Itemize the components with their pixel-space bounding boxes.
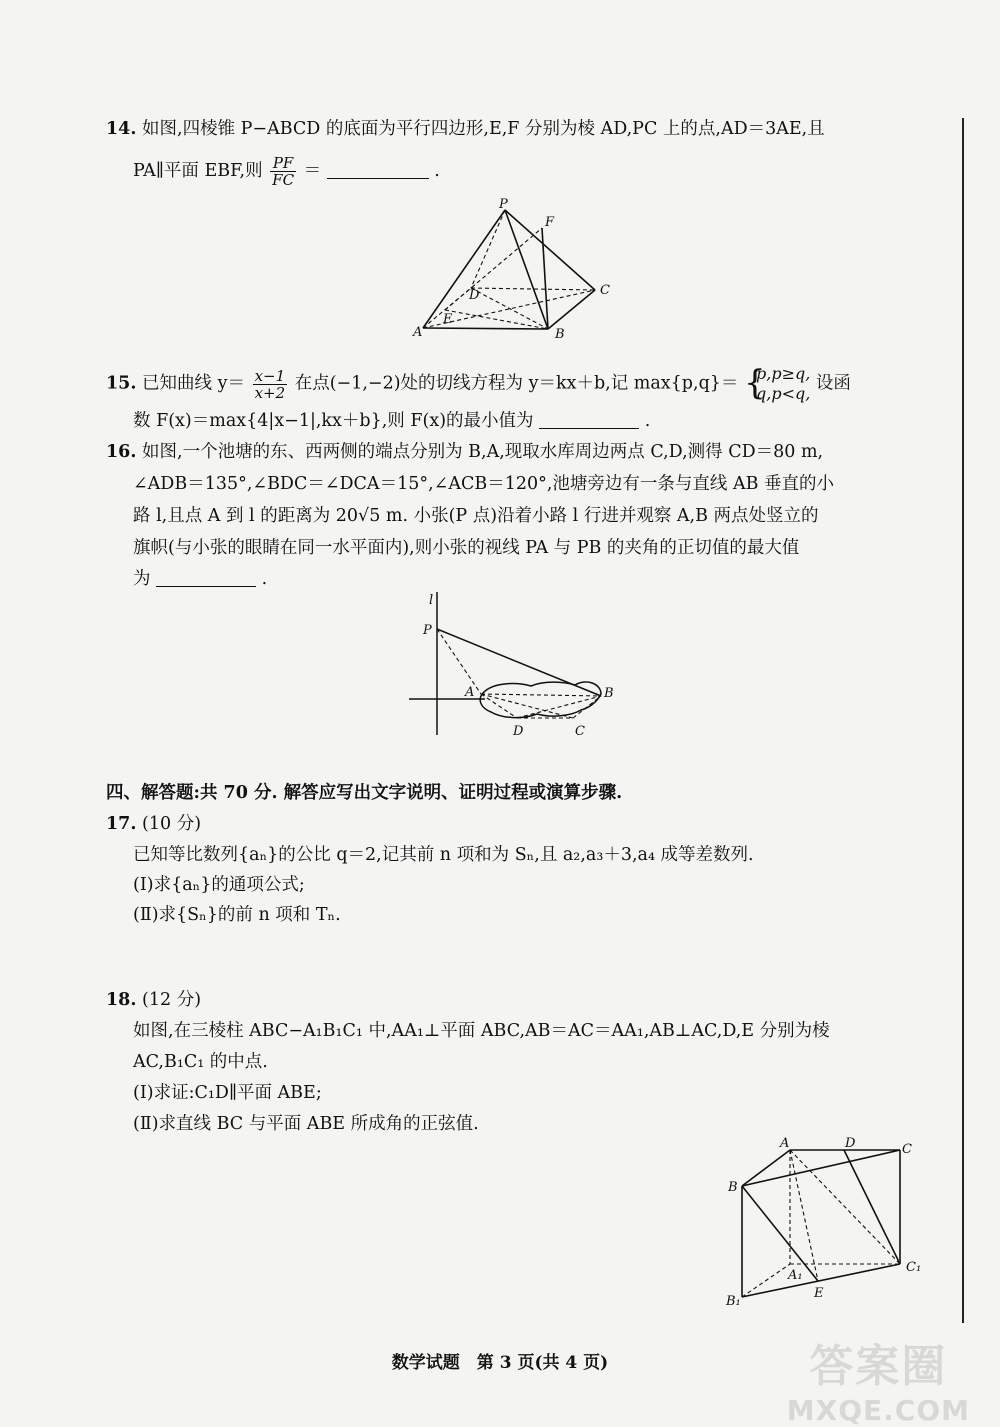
label-D: D — [845, 1136, 856, 1151]
label-C1: C₁ — [906, 1260, 922, 1275]
q16-line2 — [133, 472, 834, 496]
label-B: B — [728, 1180, 738, 1195]
q14-frac-numerator: PF — [270, 155, 296, 172]
q15-line1 — [106, 364, 851, 404]
label-D: D — [513, 724, 524, 739]
q16-line4 — [133, 536, 799, 560]
q17-part2: (Ⅱ)求{Sₙ}的前 n 项和 Tₙ. — [133, 905, 341, 925]
segment-AC1 — [790, 1150, 900, 1264]
label-D: D — [469, 288, 480, 303]
label-l: l — [429, 593, 434, 608]
segment-AD — [481, 694, 517, 718]
diagonal-DB — [471, 288, 548, 329]
q16-number: 16. — [106, 442, 137, 462]
q14-fraction — [270, 155, 296, 188]
q18-number: 18. — [106, 990, 137, 1010]
q18-part2: (Ⅱ)求直线 BC 与平面 ABE 所成角的正弦值. — [133, 1114, 479, 1134]
q17-part1: (Ⅰ)求{aₙ}的通项公式; — [133, 875, 305, 895]
q16-text-line3: 路 l,且点 A 到 l 的距离为 20√5 m. 小张(P 点)沿着小路 l 行进并观察 A,B 两点处竖立的 — [133, 506, 819, 526]
q15-brace: { — [744, 363, 766, 403]
q16-text-line1: 如图,一个池塘的东、西两侧的端点分别为 B,A,现取水库周边两点 C,D,测得 CD＝80 m, — [142, 442, 824, 462]
q15-text-line2: 数 F(x)＝max{4|x−1|,kx＋b},则 F(x)的最小值为 — [133, 411, 534, 431]
label-B1: B₁ — [726, 1294, 741, 1309]
q17-score: (10 分) — [142, 814, 202, 834]
edge-PD — [471, 210, 505, 288]
label-C: C — [600, 283, 610, 298]
section4-heading: 四、解答题:共 70 分. 解答应写出文字说明、证明过程或演算步骤. — [106, 783, 623, 803]
q18-score: (12 分) — [142, 990, 202, 1010]
edge-PA — [423, 210, 505, 328]
q14-answer-blank[interactable] — [327, 160, 429, 179]
label-A: A — [465, 685, 475, 700]
right-margin-rule — [962, 118, 964, 1323]
label-B: B — [604, 686, 614, 701]
label-A: A — [780, 1136, 790, 1151]
q18-part1: (Ⅰ)求证:C₁D∥平面 ABE; — [133, 1083, 322, 1103]
q14-text-line2-prefix: PA∥平面 EBF,则 — [133, 161, 263, 181]
q14-number: 14. — [106, 119, 137, 139]
label-A1: A₁ — [788, 1268, 803, 1283]
edge-BC — [548, 290, 595, 329]
q15-line2 — [133, 409, 650, 433]
q16-period: . — [261, 569, 268, 589]
q15-frac-denominator: x+2 — [254, 383, 286, 402]
q17-header — [106, 812, 201, 836]
q14-line1 — [106, 117, 825, 141]
label-C: C — [575, 724, 585, 739]
segment-AB — [481, 694, 601, 696]
label-F: F — [545, 215, 555, 230]
q16-line5 — [133, 567, 267, 591]
q15-text-c: 设函 — [815, 373, 851, 394]
label-P: P — [423, 623, 432, 638]
q16-line1 — [106, 440, 823, 464]
q14-text-line1: 如图,四棱锥 P−ABCD 的底面为平行四边形,E,F 分别为棱 AD,PC 上的点,AD＝3AE,且 — [142, 119, 825, 139]
q17-line1: 已知等比数列{aₙ}的公比 q＝2,记其前 n 项和为 Sₙ,且 a₂,a₃＋3,a₄ 成等差数列. — [133, 845, 754, 865]
q14-line2 — [133, 155, 440, 188]
q15-frac-numerator: x−1 — [254, 366, 286, 385]
q15-fraction — [253, 368, 288, 401]
q15-period: . — [644, 411, 651, 431]
page-footer: 数学试题 第 3 页(共 4 页) — [391, 1353, 609, 1373]
label-E: E — [443, 312, 453, 327]
q14-pyramid-figure — [405, 198, 625, 348]
segment-BE — [742, 1186, 818, 1281]
q14-frac-denominator: FC — [272, 171, 295, 189]
q15-piecewise — [744, 364, 810, 404]
q18-line1: 如图,在三棱柱 ABC−A₁B₁C₁ 中,AA₁⊥平面 ABC,AB＝AC＝AA₁,AB⊥AC,D,E 分别为棱 — [133, 1021, 830, 1041]
q15-case2: q,p<q, — [756, 384, 811, 403]
label-P: P — [499, 198, 508, 212]
q18-line2: AC,B₁C₁ 的中点. — [133, 1052, 268, 1072]
q16-text-line4: 旗帜(与小张的眼睛在同一水平面内),则小张的视线 PA 与 PB 的夹角的正切值的最大值 — [133, 538, 800, 558]
segment-EF — [445, 228, 542, 310]
q16-text-line5: 为 — [133, 569, 151, 589]
q14-period: . — [434, 161, 440, 181]
segment-DC1 — [844, 1150, 900, 1264]
q15-answer-blank[interactable] — [539, 410, 639, 429]
q14-equals: ＝ — [303, 161, 322, 181]
q18-prism-figure — [722, 1135, 932, 1315]
watermark-url: MXQE.COM — [786, 1394, 970, 1427]
label-E: E — [814, 1286, 824, 1301]
q15-text-b: 在点(−1,−2)处的切线方程为 y＝kx＋b,记 max{p,q}＝ — [294, 373, 739, 394]
q15-case1: p,p≥q, — [756, 364, 811, 383]
label-A: A — [413, 325, 423, 340]
q16-text-line2: ∠ADB＝135°,∠BDC＝∠DCA＝15°,∠ACB＝120°,池塘旁边有一条与直线 AB 垂直的小 — [133, 474, 835, 494]
q16-pond-figure — [405, 590, 625, 740]
q15-text-a: 已知曲线 y＝ — [142, 373, 245, 394]
q15-number: 15. — [106, 373, 137, 394]
q16-answer-blank[interactable] — [156, 568, 256, 587]
q17-number: 17. — [106, 814, 137, 834]
sightline-PB — [437, 629, 601, 696]
q18-header — [106, 988, 201, 1012]
q16-line3 — [133, 504, 819, 528]
edge-AB — [423, 328, 548, 329]
watermark — [787, 1330, 970, 1427]
label-C: C — [902, 1142, 912, 1157]
watermark-logo: 答案圈 — [809, 1341, 948, 1392]
label-B: B — [555, 327, 565, 342]
